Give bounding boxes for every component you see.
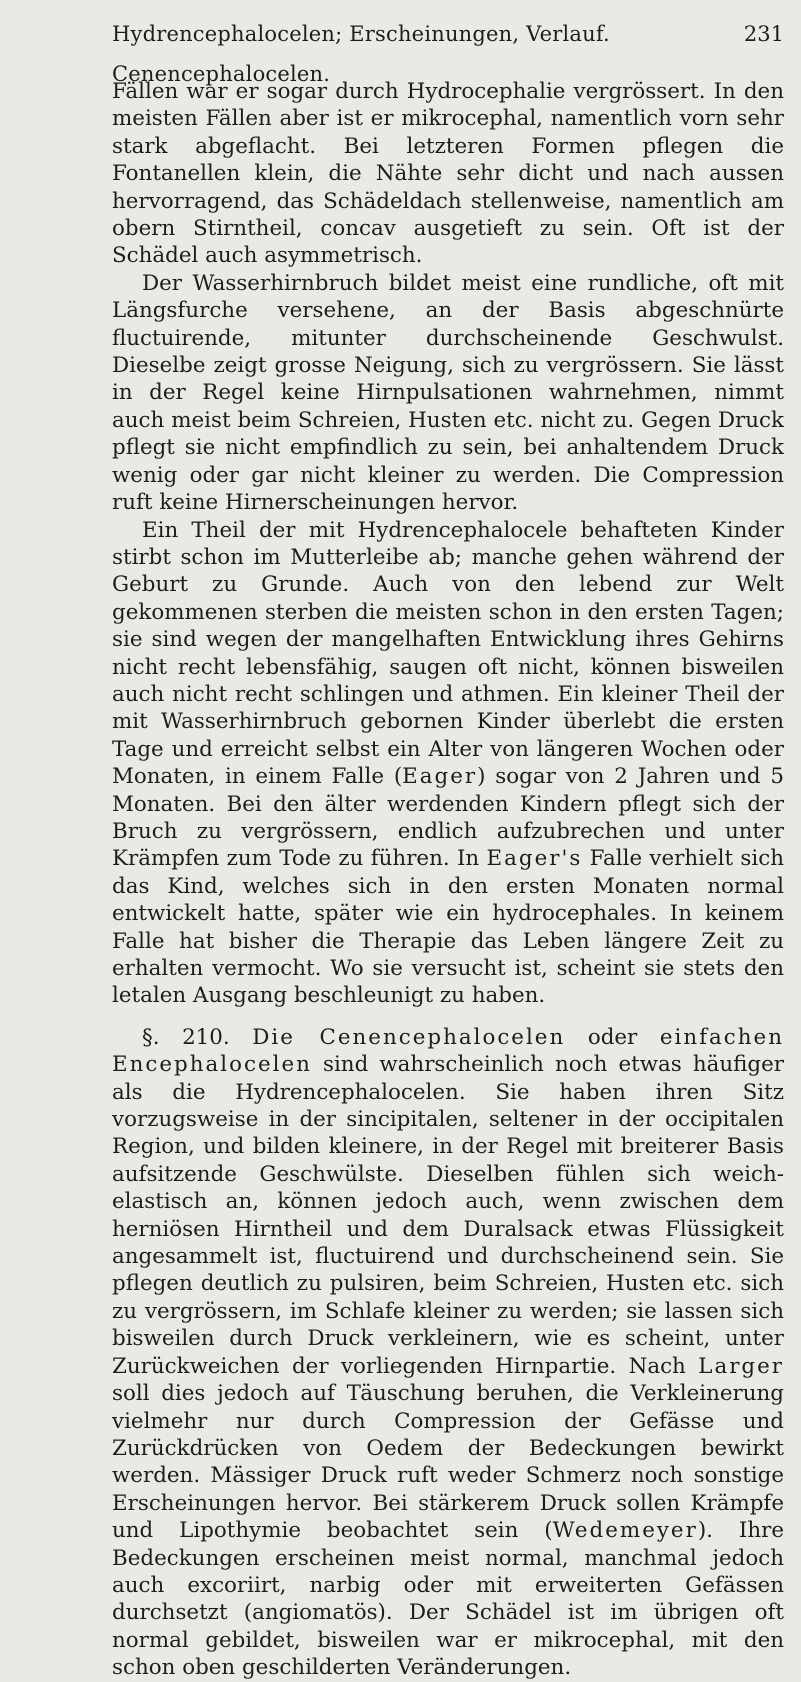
page-header (112, 14, 784, 86)
page-number: 231 (743, 22, 784, 46)
paragraph-3-text-a: Ein Theil der mit Hydrencephalocele behafteten Kinder stirbt schon im Mutterleibe ab; manche gehen während der Geburt zu Grunde. Auch von den lebend zur Welt gekommenen sterben die meisten schon in den ersten Tagen; sie sind wegen der mangelhaften Entwicklung ihres Gehirns nicht recht lebensfähig, saugen oft nicht, können bisweilen auch nicht recht schlingen und athmen. Ein kleiner Theil der mit Wasserhirnbruch gebornen Kinder überlebt die ersten Tage und erreicht selbst ein Alter von längeren Wochen oder Monaten, in einem Falle ( (112, 517, 784, 790)
paragraph-2: Der Wasserhirnbruch bildet meist eine rundliche, oft mit Längsfurche versehene, an der Basis abgeschnürte fluctuirende, mitunter durchscheinende Geschwulst. Dieselbe zeigt grosse Neigung, sich zu vergrössern. Sie lässt in der Regel keine Hirnpulsationen wahrnehmen, nimmt auch meist beim Schreien, Husten etc. nicht zu. Gegen Druck pflegt sie nicht empfindlich zu sein, bei anhaltendem Druck wenig oder gar nicht kleiner zu werden. Die Compression ruft keine Hirnerscheinungen hervor. (112, 270, 784, 516)
paragraph-3-text-b: ) sogar von 2 Jahren und 5 Monaten. Bei den älter werdenden Kindern pflegt sich der Bruch zu vergrössern, endlich aufzubrechen und unter Krämpfen zum Tode zu führen. In (112, 764, 784, 872)
paragraph-4-text-a: oder (565, 1024, 660, 1050)
author-name-eager: Eager (402, 764, 478, 790)
author-name-eagers: Eager's (486, 846, 583, 872)
paragraph-1: Fällen war er sogar durch Hydrocephalie vergrössert. In den meisten Fällen aber ist er mikrocephal, namentlich vorn sehr stark abgeflacht. Bei letzteren Formen pflegen die Fontanellen klein, die Nähte sehr dicht und nach aussen hervorragend, das Schädeldach stellenweise, namentlich am obern Stirntheil, concav ausgetieft zu sein. Oft ist der Schädel auch asymmetrisch. (112, 79, 784, 269)
paragraph-4-text-d: ). Ihre Bedeckungen erscheinen meist normal, manchmal jedoch auch excoriirt, narbig oder mit erweiterten Gefässen durchsetzt (angiomatös). Der Schädel ist im übrigen oft normal gebildet, bisweilen war er mikrocephal, mit den schon oben geschilderten Veränderungen. (112, 1518, 784, 1681)
paragraph-4 (112, 1024, 784, 1682)
term-cenencephalocelen: Die Cenencephalocelen (252, 1024, 566, 1050)
paragraph-3 (112, 517, 784, 1010)
paragraph-4-text-b: sind wahrscheinlich noch etwas häufiger als die Hydrencephalocelen. Sie haben ihren Sitz vorzugsweise in der sincipitalen, seltener in der occipitalen Region, und bilden kleinere, in der Regel mit breiterer Basis aufsitzende Geschwülste. Dieselben fühlen sich weich-elastisch an, können jedoch auch, wenn zwischen dem herniösen Hirntheil und dem Duralsack etwas Flüssigkeit angesammelt ist, fluctuirend und durchscheinend sein. Sie pflegen deutlich zu pulsiren, beim Schreien, Husten etc. sich zu vergrössern, im Schlafe kleiner zu werden; sie lassen sich bisweilen durch Druck verkleinern, wie es scheint, unter Zurückweichen der vorliegenden Hirnpartie. Nach (112, 1052, 784, 1379)
term-einfachen-encephalocelen: einfachen Encephalocelen (112, 1024, 784, 1078)
body-text (112, 78, 784, 1682)
author-name-larger: Larger (698, 1353, 784, 1379)
author-name-wedemeyer: Wedemeyer (552, 1518, 698, 1544)
section-number: §. 210. (142, 1024, 230, 1050)
running-title: Hydrencephalocelen; Erscheinungen, Verlauf. Cenencephalocelen. (112, 22, 610, 86)
paragraph-3-text-c: Falle verhielt sich das Kind, welches sich in den ersten Monaten normal entwickelt hatte, später wie ein hydrocephales. In keinem Falle hat bisher die Therapie das Leben längere Zeit zu erhalten vermocht. Wo sie versucht ist, scheint sie stets den letalen Ausgang beschleunigt zu haben. (112, 846, 784, 1009)
paragraph-4-text-c: soll dies jedoch auf Täuschung beruhen, die Verkleinerung vielmehr nur durch Compression der Gefässe und Zurückdrücken von Oedem der Bedeckungen bewirkt werden. Mässiger Druck ruft weder Schmerz noch sonstige Erscheinungen hervor. Bei stärkerem Druck sollen Krämpfe und Lipothymie beobachtet sein ( (112, 1381, 784, 1544)
